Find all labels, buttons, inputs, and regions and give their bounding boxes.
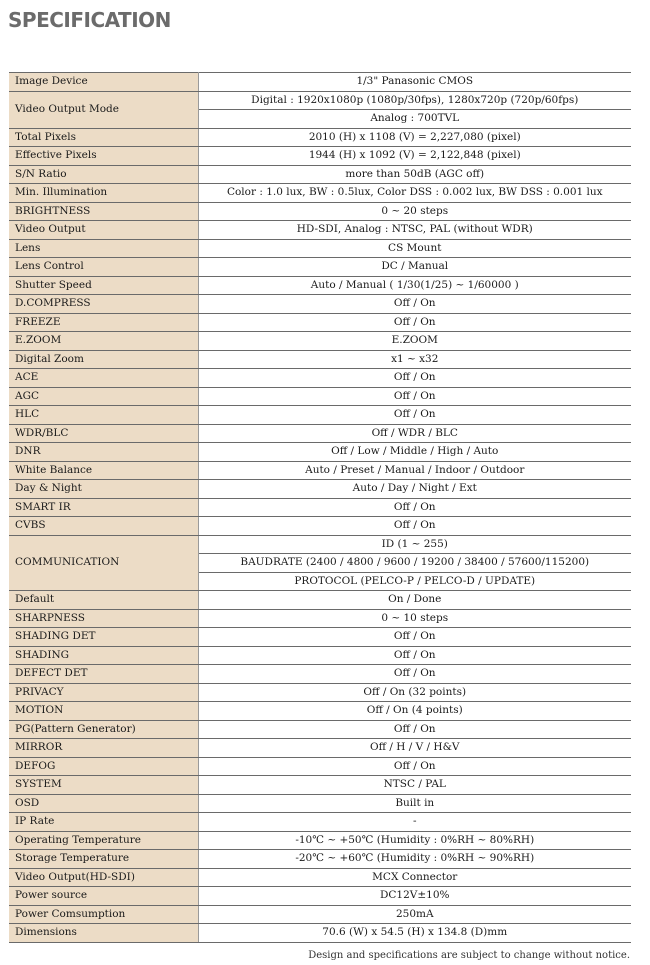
spec-value: Off / On (4 points) <box>198 702 631 721</box>
spec-row <box>9 424 631 443</box>
spec-row <box>9 73 631 92</box>
spec-value: Off / On <box>198 517 631 536</box>
spec-label: SHADING DET <box>9 628 198 647</box>
spec-label: PG(Pattern Generator) <box>9 720 198 739</box>
spec-label: Power source <box>9 887 198 906</box>
spec-label: Effective Pixels <box>9 147 198 166</box>
spec-value: 1/3" Panasonic CMOS <box>198 73 631 92</box>
spec-row <box>9 369 631 388</box>
spec-value: CS Mount <box>198 239 631 258</box>
spec-value: Off / On <box>198 369 631 388</box>
spec-value: Off / On (32 points) <box>198 683 631 702</box>
spec-value: ID (1 ~ 255) <box>198 535 631 554</box>
spec-label: Day & Night <box>9 480 198 499</box>
specification-table <box>9 72 631 943</box>
spec-label: Default <box>9 591 198 610</box>
spec-row <box>9 184 631 203</box>
spec-value: Off / On <box>198 387 631 406</box>
spec-row <box>9 350 631 369</box>
spec-label: Storage Temperature <box>9 850 198 869</box>
spec-value: Off / On <box>198 498 631 517</box>
spec-row <box>9 850 631 869</box>
spec-value: Built in <box>198 794 631 813</box>
spec-row <box>9 646 631 665</box>
spec-label: Min. Illumination <box>9 184 198 203</box>
spec-value: Off / On <box>198 720 631 739</box>
spec-row <box>9 739 631 758</box>
spec-value: - <box>198 813 631 832</box>
spec-value: Off / On <box>198 628 631 647</box>
spec-value: more than 50dB (AGC off) <box>198 165 631 184</box>
spec-row <box>9 535 631 554</box>
spec-label: PRIVACY <box>9 683 198 702</box>
spec-row <box>9 276 631 295</box>
spec-row <box>9 591 631 610</box>
spec-label: CVBS <box>9 517 198 536</box>
spec-row <box>9 628 631 647</box>
spec-row <box>9 202 631 221</box>
spec-value: Auto / Preset / Manual / Indoor / Outdoor <box>198 461 631 480</box>
spec-label: MIRROR <box>9 739 198 758</box>
spec-label: ACE <box>9 369 198 388</box>
spec-value: Digital : 1920x1080p (1080p/30fps), 1280x720p (720p/60fps) <box>198 91 631 110</box>
spec-value: Off / H / V / H&V <box>198 739 631 758</box>
spec-label: White Balance <box>9 461 198 480</box>
spec-row <box>9 757 631 776</box>
spec-label: IP Rate <box>9 813 198 832</box>
spec-value: -20℃ ~ +60℃ (Humidity : 0%RH ~ 90%RH) <box>198 850 631 869</box>
spec-label: BRIGHTNESS <box>9 202 198 221</box>
spec-value: Off / WDR / BLC <box>198 424 631 443</box>
spec-value: Analog : 700TVL <box>198 110 631 129</box>
spec-row <box>9 702 631 721</box>
spec-value: Off / On <box>198 313 631 332</box>
spec-value: 0 ~ 20 steps <box>198 202 631 221</box>
spec-value: Color : 1.0 lux, BW : 0.5lux, Color DSS : 0.002 lux, BW DSS : 0.001 lux <box>198 184 631 203</box>
spec-value: DC12V±10% <box>198 887 631 906</box>
spec-value: HD-SDI, Analog : NTSC, PAL (without WDR) <box>198 221 631 240</box>
spec-value: 0 ~ 10 steps <box>198 609 631 628</box>
spec-row <box>9 239 631 258</box>
spec-row <box>9 221 631 240</box>
spec-label: SMART IR <box>9 498 198 517</box>
spec-row <box>9 776 631 795</box>
spec-row <box>9 813 631 832</box>
spec-row <box>9 887 631 906</box>
spec-label: OSD <box>9 794 198 813</box>
spec-row <box>9 295 631 314</box>
spec-label: Lens <box>9 239 198 258</box>
page-title: SPECIFICATION <box>8 8 171 32</box>
spec-label: SYSTEM <box>9 776 198 795</box>
spec-value: Off / On <box>198 757 631 776</box>
spec-label: HLC <box>9 406 198 425</box>
spec-value: 70.6 (W) x 54.5 (H) x 134.8 (D)mm <box>198 924 631 943</box>
spec-row <box>9 924 631 943</box>
spec-value: -10℃ ~ +50℃ (Humidity : 0%RH ~ 80%RH) <box>198 831 631 850</box>
spec-value: 2010 (H) x 1108 (V) = 2,227,080 (pixel) <box>198 128 631 147</box>
spec-label: SHARPNESS <box>9 609 198 628</box>
spec-value: E.ZOOM <box>198 332 631 351</box>
spec-row <box>9 831 631 850</box>
spec-row <box>9 517 631 536</box>
spec-row <box>9 387 631 406</box>
spec-row <box>9 794 631 813</box>
spec-label: Dimensions <box>9 924 198 943</box>
spec-label: S/N Ratio <box>9 165 198 184</box>
spec-value: On / Done <box>198 591 631 610</box>
disclaimer-note: Design and specifications are subject to change without notice. <box>308 950 630 961</box>
spec-value: Auto / Day / Night / Ext <box>198 480 631 499</box>
spec-label: DEFECT DET <box>9 665 198 684</box>
spec-row <box>9 461 631 480</box>
spec-label: FREEZE <box>9 313 198 332</box>
spec-label: Lens Control <box>9 258 198 277</box>
spec-row <box>9 443 631 462</box>
spec-row <box>9 128 631 147</box>
spec-label: Image Device <box>9 73 198 92</box>
spec-label: DEFOG <box>9 757 198 776</box>
spec-row <box>9 313 631 332</box>
spec-label: D.COMPRESS <box>9 295 198 314</box>
spec-row <box>9 406 631 425</box>
spec-value: 1944 (H) x 1092 (V) = 2,122,848 (pixel) <box>198 147 631 166</box>
spec-value: Off / On <box>198 406 631 425</box>
spec-value: BAUDRATE (2400 / 4800 / 9600 / 19200 / 38400 / 57600/115200) <box>198 554 631 573</box>
spec-row <box>9 868 631 887</box>
spec-row <box>9 609 631 628</box>
spec-value: PROTOCOL (PELCO-P / PELCO-D / UPDATE) <box>198 572 631 591</box>
spec-value: Off / Low / Middle / High / Auto <box>198 443 631 462</box>
spec-label: AGC <box>9 387 198 406</box>
spec-value: Auto / Manual ( 1/30(1/25) ~ 1/60000 ) <box>198 276 631 295</box>
spec-value: MCX Connector <box>198 868 631 887</box>
spec-label: Total Pixels <box>9 128 198 147</box>
spec-value: x1 ~ x32 <box>198 350 631 369</box>
spec-label: SHADING <box>9 646 198 665</box>
spec-value: Off / On <box>198 646 631 665</box>
spec-label: Video Output(HD-SDI) <box>9 868 198 887</box>
spec-value: Off / On <box>198 295 631 314</box>
spec-row <box>9 498 631 517</box>
spec-value: 250mA <box>198 905 631 924</box>
spec-row <box>9 905 631 924</box>
spec-label: Operating Temperature <box>9 831 198 850</box>
spec-value: Off / On <box>198 665 631 684</box>
spec-label: MOTION <box>9 702 198 721</box>
spec-row <box>9 720 631 739</box>
spec-row <box>9 665 631 684</box>
spec-row <box>9 91 631 110</box>
spec-label: WDR/BLC <box>9 424 198 443</box>
spec-row <box>9 147 631 166</box>
spec-value: DC / Manual <box>198 258 631 277</box>
spec-label: DNR <box>9 443 198 462</box>
spec-label: Video Output <box>9 221 198 240</box>
spec-value: NTSC / PAL <box>198 776 631 795</box>
spec-row <box>9 480 631 499</box>
spec-label: Digital Zoom <box>9 350 198 369</box>
spec-label: Shutter Speed <box>9 276 198 295</box>
spec-label: COMMUNICATION <box>9 535 198 591</box>
spec-label: E.ZOOM <box>9 332 198 351</box>
spec-row <box>9 683 631 702</box>
spec-row <box>9 258 631 277</box>
spec-row <box>9 332 631 351</box>
spec-label: Power Comsumption <box>9 905 198 924</box>
spec-label: Video Output Mode <box>9 91 198 128</box>
spec-row <box>9 165 631 184</box>
